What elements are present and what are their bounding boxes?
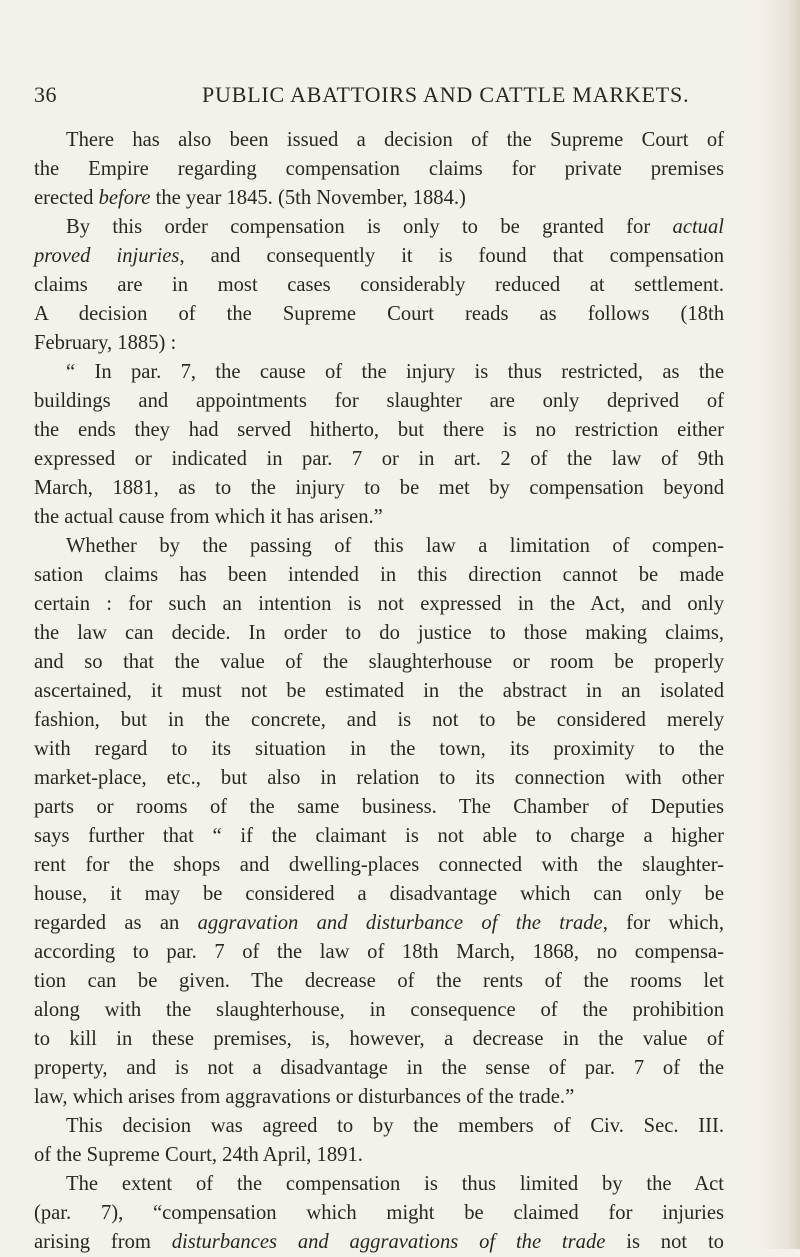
body-text — [34, 126, 724, 1257]
text-line: certain : for such an intention is not expressed in the Act, and only — [34, 593, 724, 615]
text-line: along with the slaughterhouse, in consequence of the prohibition — [34, 999, 724, 1021]
text-line: arising from disturbances and aggravations of the trade is not to — [34, 1231, 724, 1253]
page-number: 36 — [34, 82, 57, 107]
text-line: (par. 7), “compensation which might be claimed for injuries — [34, 1202, 724, 1224]
page-edge-shadow — [760, 0, 800, 1249]
text-line: the actual cause from which it has arisen.” — [34, 506, 383, 528]
text-line: parts or rooms of the same business. The Chamber of Deputies — [34, 796, 724, 818]
text-line: according to par. 7 of the law of 18th March, 1868, no compensa- — [34, 941, 724, 963]
text-line: fashion, but in the concrete, and is not to be considered merely — [34, 709, 724, 731]
text-line: with regard to its situation in the town, its proximity to the — [34, 738, 724, 760]
text-line: to kill in these premises, is, however, a decrease in the value of — [34, 1028, 724, 1050]
text-line: law, which arises from aggravations or disturbances of the trade.” — [34, 1086, 575, 1108]
text-line: There has also been issued a decision of the Supreme Court of — [66, 129, 724, 151]
text-line: “ In par. 7, the cause of the injury is thus restricted, as the — [66, 361, 724, 383]
text-line: property, and is not a disadvantage in the sense of par. 7 of the — [34, 1057, 724, 1079]
text-line: says further that “ if the claimant is not able to charge a higher — [34, 825, 724, 847]
text-line: and so that the value of the slaughterhouse or room be properly — [34, 651, 724, 673]
text-line: By this order compensation is only to be granted for actual — [66, 216, 724, 238]
text-line: This decision was agreed to by the members of Civ. Sec. III. — [66, 1115, 724, 1137]
running-head: PUBLIC ABATTOIRS AND CATTLE MARKETS. — [202, 82, 690, 107]
text-line: expressed or indicated in par. 7 or in art. 2 of the law of 9th — [34, 448, 724, 470]
text-line: the law can decide. In order to do justice to those making claims, — [34, 622, 724, 644]
text-line: Whether by the passing of this law a limitation of compen- — [66, 535, 724, 557]
page-header — [34, 82, 740, 118]
text-line: claims are in most cases considerably reduced at settlement. — [34, 274, 724, 296]
text-line: tion can be given. The decrease of the rents of the rooms let — [34, 970, 724, 992]
text-line: ascertained, it must not be estimated in the abstract in an isolated — [34, 680, 724, 702]
text-line: February, 1885) : — [34, 332, 177, 354]
text-line: buildings and appointments for slaughter are only deprived of — [34, 390, 724, 412]
text-line: proved injuries, and consequently it is found that compensation — [34, 245, 725, 267]
text-line: house, it may be considered a disadvantage which can only be — [34, 883, 724, 905]
text-line: of the Supreme Court, 24th April, 1891. — [34, 1144, 363, 1166]
text-line: regarded as an aggravation and disturbance of the trade, for which, — [34, 912, 724, 934]
text-line: the ends they had served hitherto, but there is no restriction either — [34, 419, 724, 441]
text-line: erected before the year 1845. (5th November, 1884.) — [34, 187, 466, 209]
text-line: March, 1881, as to the injury to be met by compensation beyond — [34, 477, 724, 499]
text-line: A decision of the Supreme Court reads as follows (18th — [34, 303, 724, 325]
text-line: sation claims has been intended in this direction cannot be made — [34, 564, 724, 586]
text-line: rent for the shops and dwelling-places connected with the slaughter- — [34, 854, 724, 876]
text-line: The extent of the compensation is thus limited by the Act — [66, 1173, 724, 1195]
text-line: market-place, etc., but also in relation to its connection with other — [34, 767, 724, 789]
text-line: the Empire regarding compensation claims for private premises — [34, 158, 724, 180]
